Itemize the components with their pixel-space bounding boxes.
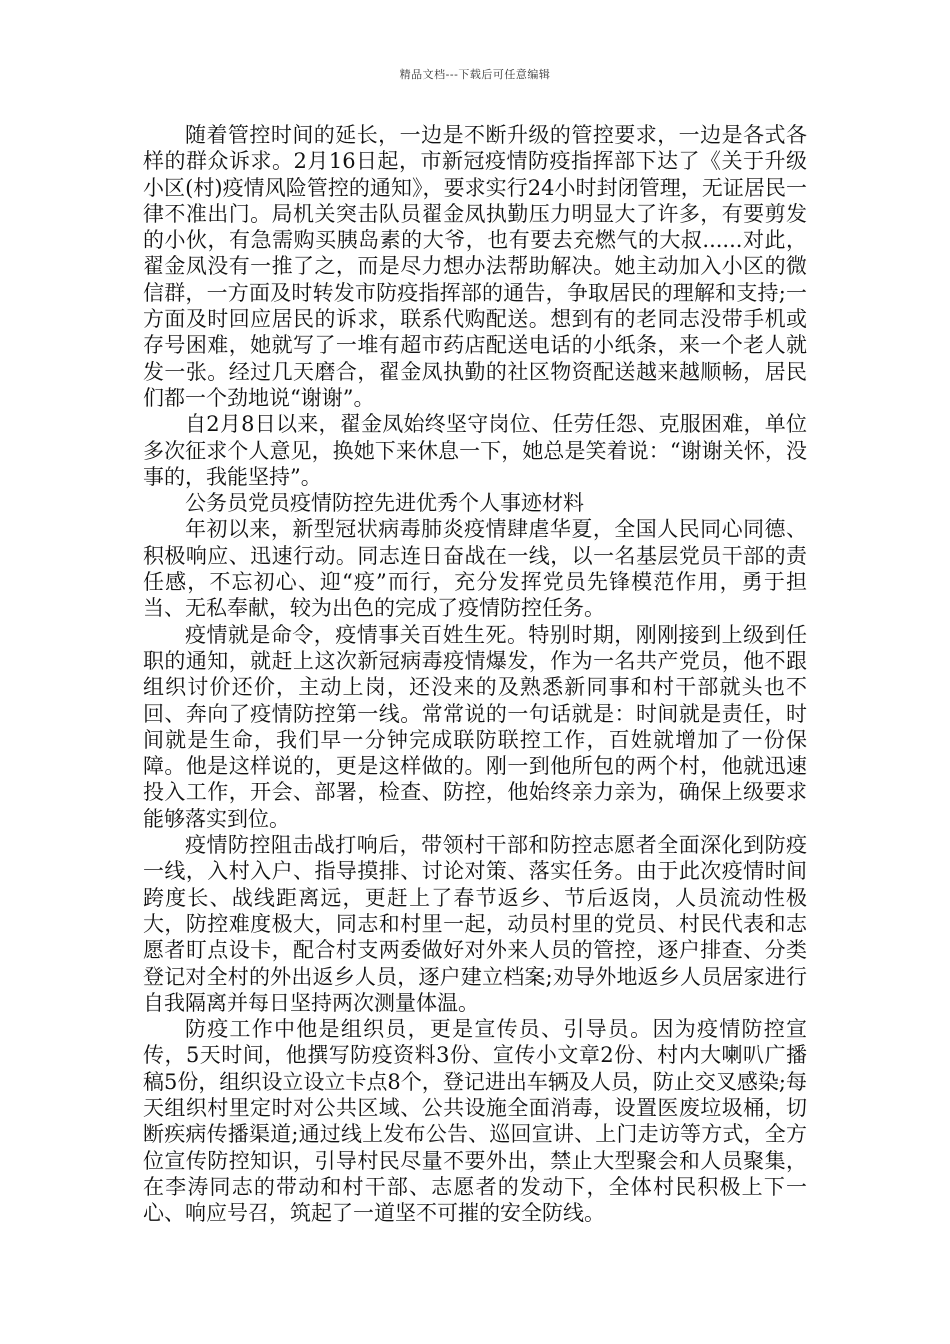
paragraph-3: 年初以来，新型冠状病毒肺炎疫情肆虐华夏，全国人民同心同德、积极响应、迅速行动。同志连日奋战在一线，以一名基层党员干部的责任感，不忘初心、迎“疫”而行，充分发挥党员先锋模范作用，勇于担当、无私奉献，较为出色的完成了疫情防控任务。 bbox=[143, 517, 807, 621]
paragraph-5: 疫情防控阻击战打响后，带领村干部和防控志愿者全面深化到防疫一线，入村入户、指导摸排、讨论对策、落实任务。由于此次疫情时间跨度长、战线距离远，更赶上了春节返乡、节后返岗，人员流动性极大，防控难度极大，同志和村里一起，动员村里的党员、村民代表和志愿者盯点设卡，配合村支两委做好对外来人员的管控，逐户排查、分类登记对全村的外出返乡人员，逐户建立档案;劝导外地返乡人员居家进行自我隔离并每日坚持两次测量体温。 bbox=[143, 833, 807, 1015]
paragraph-4: 疫情就是命令，疫情事关百姓生死。特别时期，刚刚接到上级到任职的通知，就赶上这次新冠病毒疫情爆发，作为一名共产党员，他不跟组织讨价还价，主动上岗，还没来的及熟悉新同事和村干部就头也不回、奔向了疫情防控第一线。常常说的一句话就是：时间就是责任，时间就是生命，我们早一分钟完成联防联控工作，百姓就增加了一份保障。他是这样说的，更是这样做的。刚一到他所包的两个村，他就迅速投入工作，开会、部署，检查、防控，他始终亲力亲为，确保上级要求能够落实到位。 bbox=[143, 622, 807, 831]
paragraph-6: 防疫工作中他是组织员，更是宣传员、引导员。因为疫情防控宣传，5天时间，他撰写防疫资料3份、宣传小文章2份、村内大喇叭广播稿5份，组织设立设立卡点8个，登记进出车辆及人员，防止交叉感染;每天组织村里定时对公共区域、公共设施全面消毒，设置医废垃圾桶，切断疾病传播渠道;通过线上发布公告、巡回宣讲、上门走访等方式，全方位宣传防控知识，引导村民尽量不要外出，禁止大型聚会和人员聚集，在李涛同志的带动和村干部、志愿者的发动下，全体村民积极上下一心、响应号召，筑起了一道坚不可摧的安全防线。 bbox=[143, 1017, 807, 1226]
document-body bbox=[143, 122, 807, 1226]
page-header: 精品文档---下载后可任意编辑 bbox=[399, 68, 551, 81]
paragraph-2: 自2月8日以来，翟金凤始终坚守岗位、任劳任怨、克服困难，单位多次征求个人意见，换她下来休息一下，她总是笑着说：“谢谢关怀，没事的，我能坚持”。 bbox=[143, 412, 807, 489]
section-title: 公务员党员疫情防控先进优秀个人事迹材料 bbox=[185, 491, 584, 516]
paragraph-1: 随着管控时间的延长，一边是不断升级的管控要求，一边是各式各样的群众诉求。2月16日起，市新冠疫情防疫指挥部下达了《关于升级小区(村)疫情风险管控的通知》，要求实行24小时封闭管理，无证居民一律不准出门。局机关突击队员翟金凤执勤压力明显大了许多，有要剪发的小伙，有急需购买胰岛素的大爷，也有要去充燃气的大叔......对此，翟金凤没有一推了之，而是尽力想办法帮助解决。她主动加入小区的微信群，一方面及时转发市防疫指挥部的通告，争取居民的理解和支持;一方面及时回应居民的诉求，联系代购配送。想到有的老同志没带手机或存号困难，她就写了一堆有超市药店配送电话的小纸条，来一个老人就发一张。经过几天磨合，翟金凤执勤的社区物资配送越来越顺畅，居民们都一个劲地说“谢谢”。 bbox=[143, 123, 807, 410]
